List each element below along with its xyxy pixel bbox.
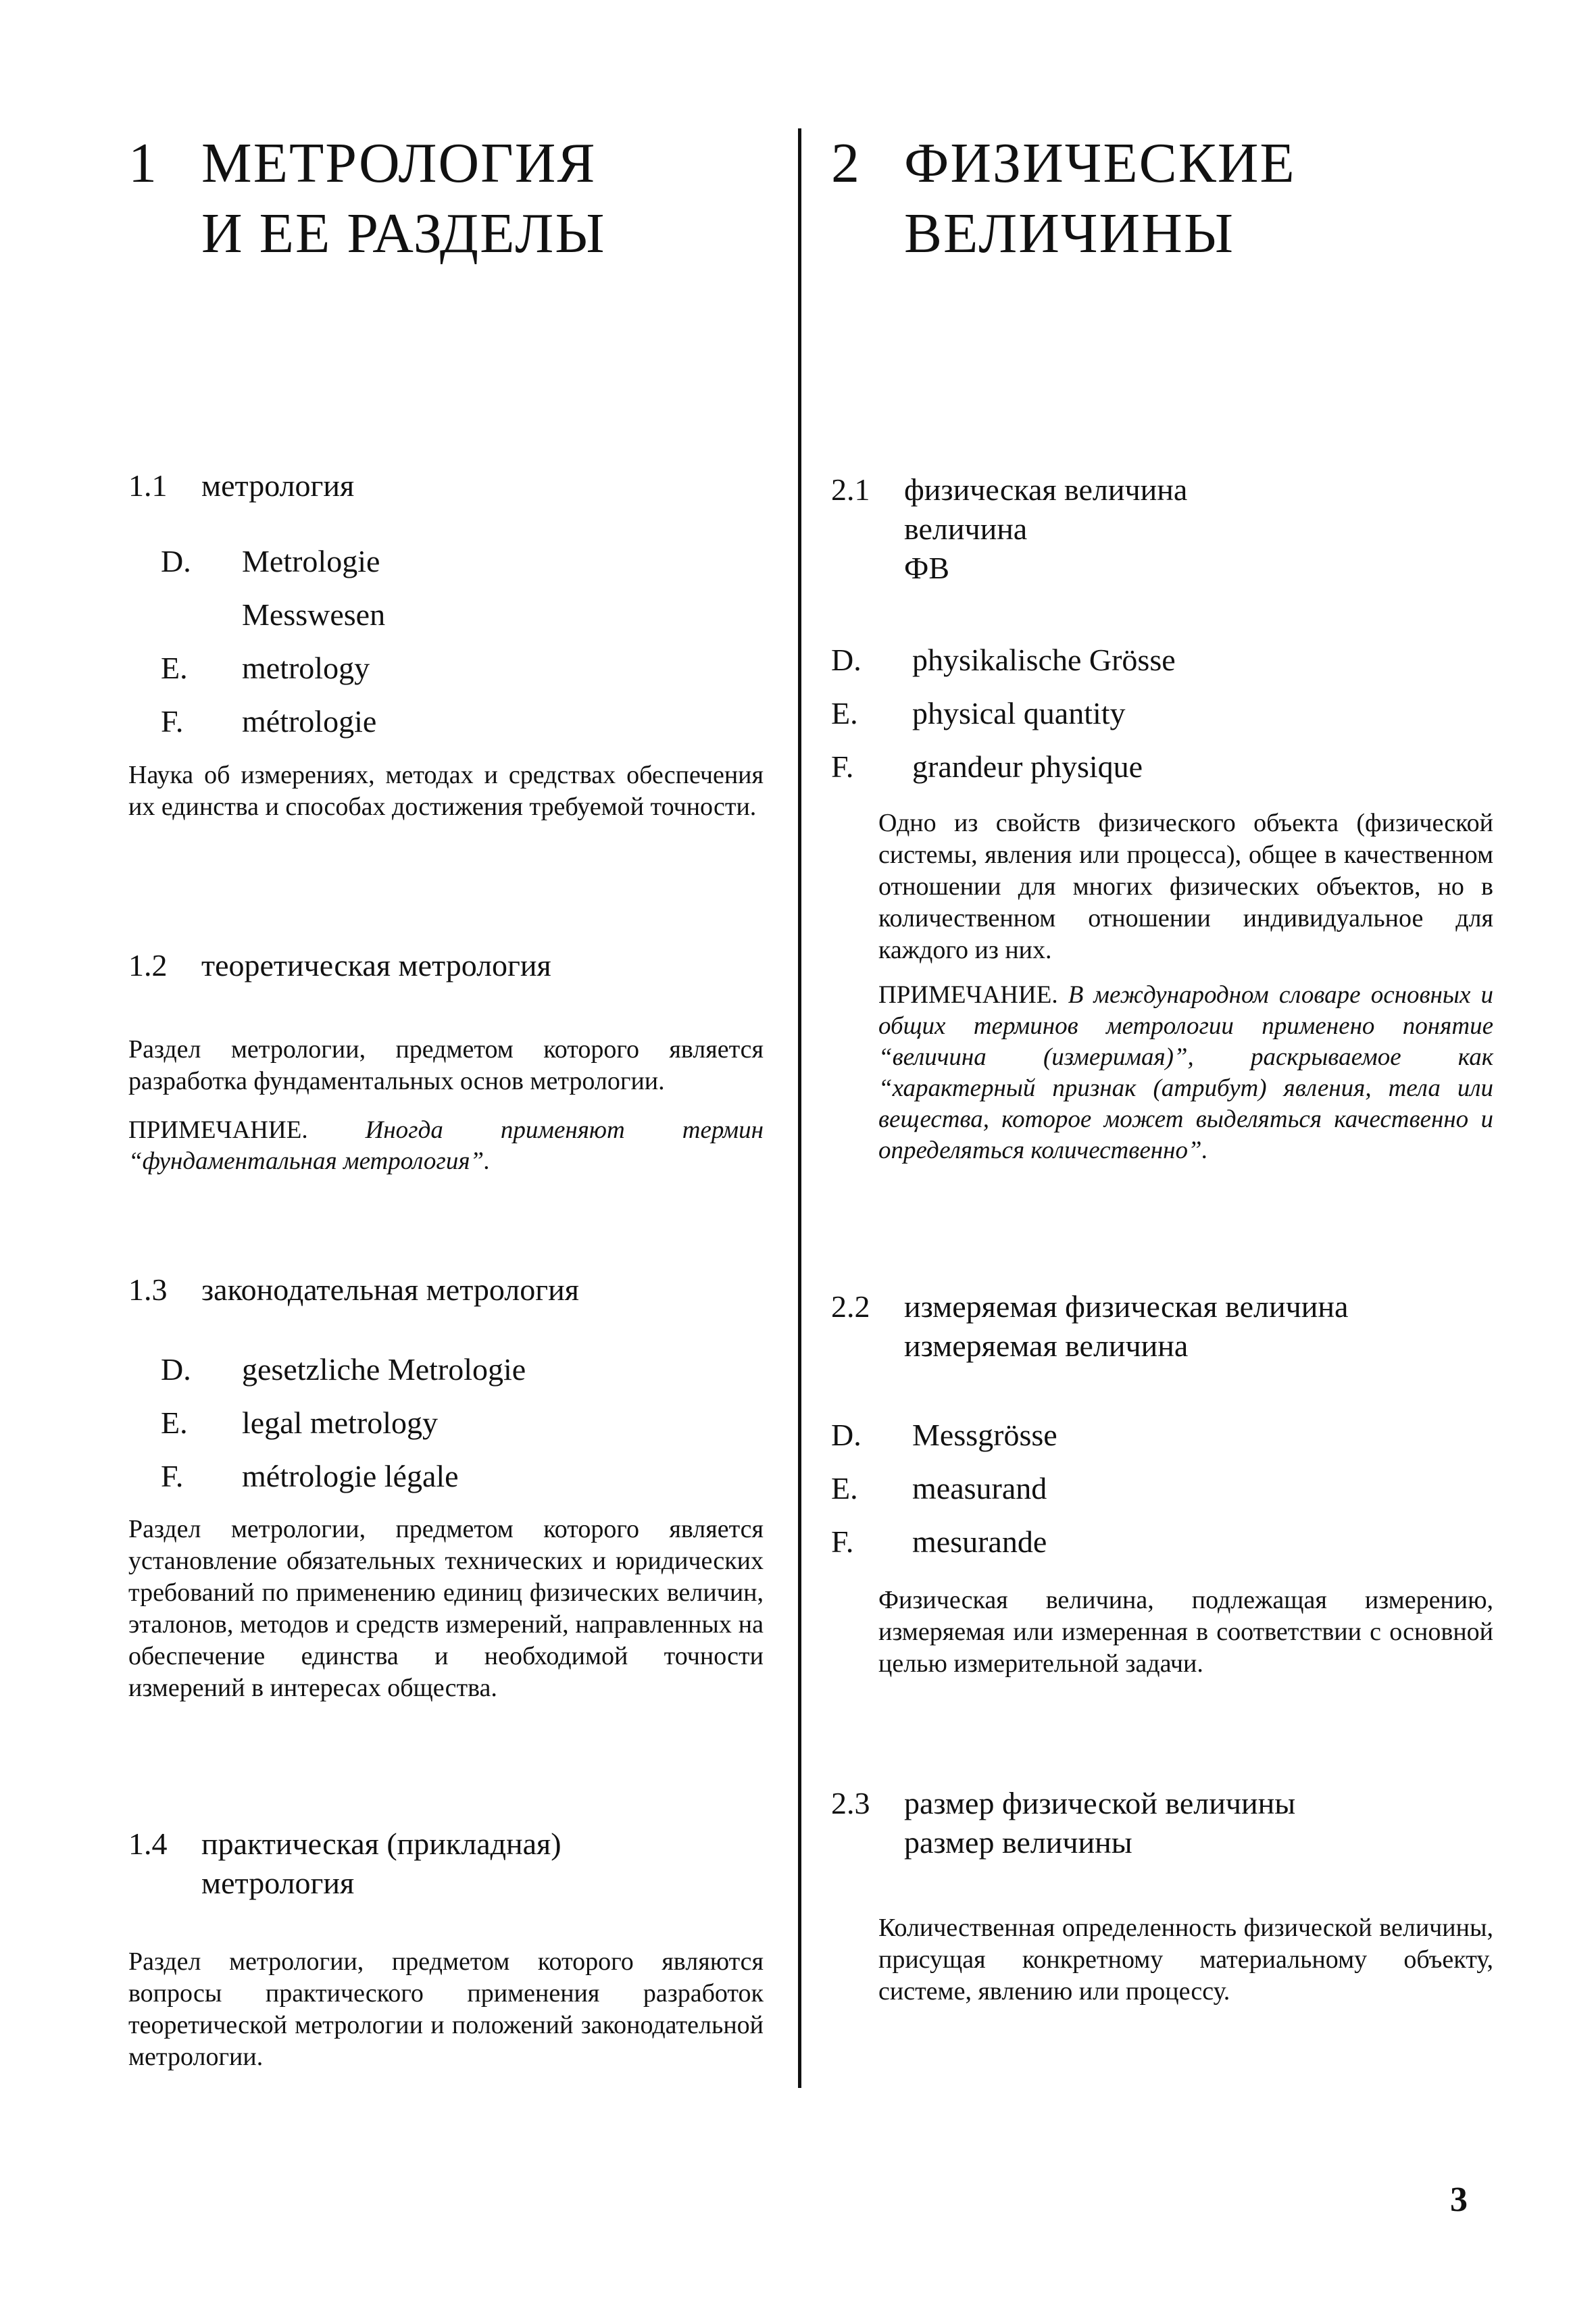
term-name: практическая (прикладная) [201, 1826, 562, 1861]
term-number: 2.1 [831, 472, 870, 507]
term-definition: Наука об измерениях, методах и средствах обеспечения их единства и способах достижения требуемой точности. [128, 761, 764, 821]
page-number: 3 [1450, 2181, 1468, 2219]
term-definition: Раздел метрологии, предметом которого является установление обязательных технических и юридических требований по применению единиц физических величин, эталонов, методов и средств измерений, направленных на обеспечение единства и необходимой точности измерений в интересах общества. [128, 1515, 764, 1702]
note-label: ПРИМЕЧАНИЕ. [878, 981, 1058, 1009]
term-number: 1.4 [128, 1826, 168, 1861]
column-divider [798, 128, 801, 2088]
term-definition: Одно из свойств физического объекта (физической системы, явления или процесса), общее в качественном отношении для многих физических объектов, но в количественном отношении индивидуальное для каждого из них. [878, 809, 1493, 964]
lang-code: D. [161, 544, 191, 578]
term-definition: Раздел метрологии, предметом которого являются вопросы практического применения разработок теоретической метрологии и положений законодательной метрологии. [128, 1947, 764, 2071]
equivalent-term: Messgrösse [912, 1418, 1057, 1452]
equivalent-term: legal metrology [242, 1405, 438, 1440]
note-text: Иногда применяют термин “фундаментальная метрология”. [128, 1116, 764, 1175]
term-number: 1.1 [128, 468, 168, 503]
note-text: В международном словаре основных и общих терминов метрологии применено понятие “величина (измеримая)”, раскрываемое как “характерный признак (атрибут) явления, тела или вещества, которое может выделяться качественно и определяться количественно”. [878, 981, 1494, 1164]
lang-code: D. [831, 1418, 862, 1452]
term-number: 2.3 [831, 1786, 870, 1820]
lang-code: E. [831, 696, 858, 730]
lang-code: E. [161, 651, 188, 685]
lang-code: F. [831, 749, 854, 784]
equivalent-term: grandeur physique [912, 749, 1143, 784]
chapter-number: 2 [831, 132, 861, 195]
equivalent-term: gesetzliche Metrologie [242, 1352, 526, 1387]
equivalent-term: physical quantity [912, 696, 1126, 730]
term-name: измеряемая величина [904, 1328, 1189, 1363]
lang-code: F. [831, 1524, 854, 1559]
term-abbreviation: ФВ [904, 551, 950, 585]
equivalent-term: mesurande [912, 1524, 1047, 1559]
chapter-title: МЕТРОЛОГИЯ И ЕЕ РАЗДЕЛЫ [201, 132, 606, 265]
lang-code: D. [161, 1352, 191, 1387]
chapter-title: ФИЗИЧЕСКИЕ ВЕЛИЧИНЫ [904, 132, 1296, 265]
foreign-equivalents [799, 641, 1461, 801]
note-label: ПРИМЕЧАНИЕ. [128, 1116, 308, 1144]
equivalent-term: measurand [912, 1471, 1047, 1505]
term-name: метрология [201, 468, 355, 503]
lang-code: F. [161, 704, 184, 739]
lang-code: F. [161, 1459, 184, 1493]
term-definition: Количественная определенность физической величины, присущая конкретному материальному объекту, системе, явлению или процессу. [878, 1914, 1493, 2006]
term-name: законодательная метрология [201, 1272, 579, 1307]
term-name: теоретическая метрология [201, 948, 551, 982]
equivalent-term: physikalische Grösse [912, 643, 1176, 677]
term-name: величина [904, 512, 1028, 546]
term-number: 1.2 [128, 948, 168, 982]
lang-code: D. [831, 643, 862, 677]
foreign-equivalents [128, 542, 737, 755]
chapter-number: 1 [128, 132, 158, 195]
term-name: метрология [201, 1866, 355, 1900]
equivalent-term: metrology [242, 651, 370, 685]
equivalent-term: Messwesen [242, 597, 386, 632]
foreign-equivalents [128, 1350, 737, 1510]
foreign-equivalents [799, 1416, 1461, 1576]
term-note [878, 980, 1493, 1166]
term-number: 2.2 [831, 1289, 870, 1324]
term-name: физическая величина [904, 472, 1188, 507]
lang-code: E. [831, 1471, 858, 1505]
term-definition: Раздел метрологии, предметом которого является разработка фундаментальных основ метрологии. [128, 1035, 764, 1095]
term-number: 1.3 [128, 1272, 168, 1307]
term-name: измеряемая физическая величина [904, 1289, 1349, 1324]
equivalent-term: métrologie légale [242, 1459, 459, 1493]
lang-code: E. [161, 1405, 188, 1440]
term-definition: Физическая величина, подлежащая измерению, измеряемая или измеренная в соответствии с основной целью измерительной задачи. [878, 1586, 1493, 1678]
term-name: размер величины [904, 1825, 1132, 1860]
equivalent-term: Metrologie [242, 544, 380, 578]
term-name: размер физической величины [904, 1786, 1296, 1820]
term-note [128, 1115, 764, 1177]
equivalent-term: métrologie [242, 704, 377, 739]
